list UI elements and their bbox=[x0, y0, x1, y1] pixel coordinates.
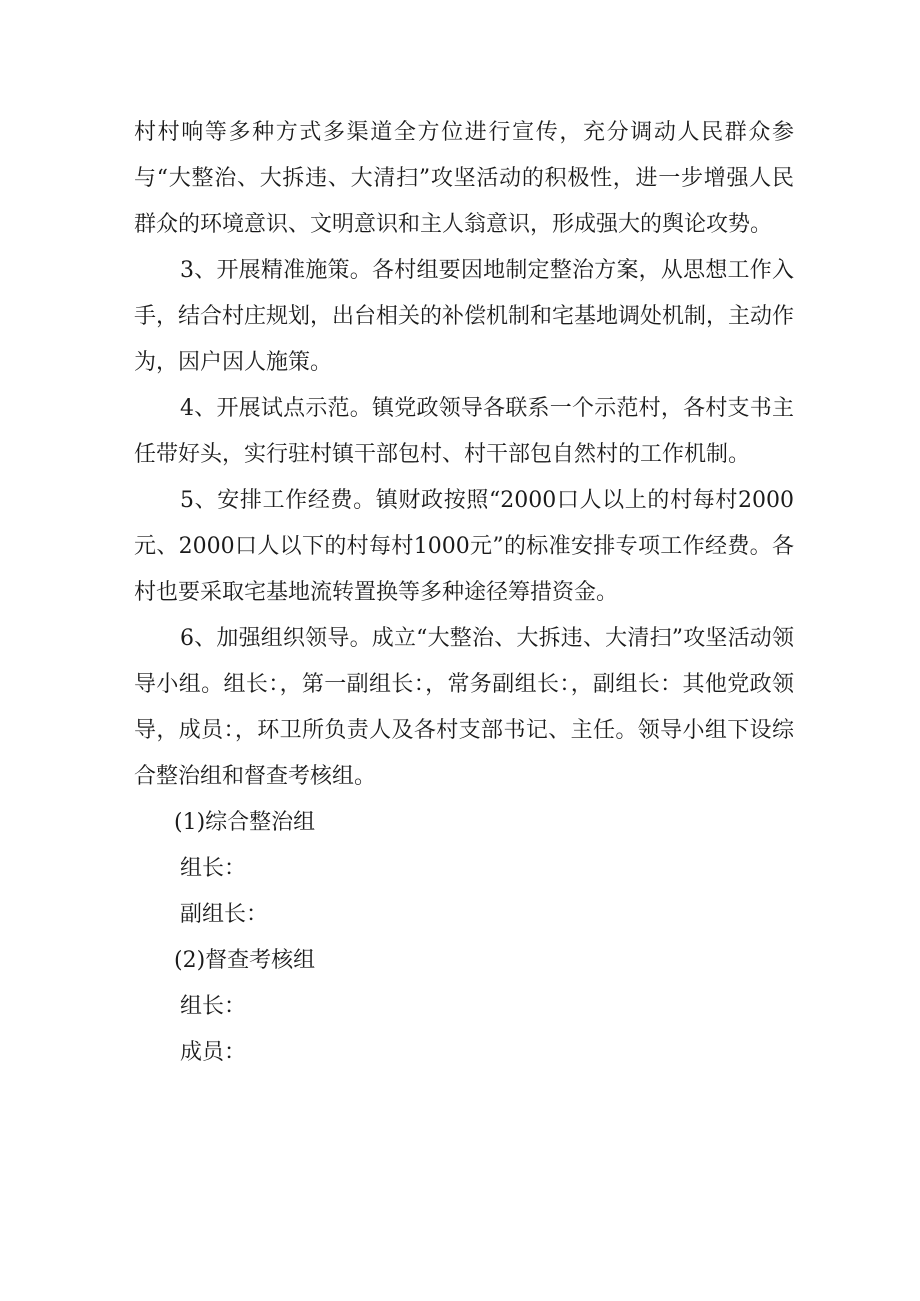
paragraph-item-3: 3、开展精准施策。各村组要因地制定整治方案，从思想工作入手，结合村庄规划，出台相关的补偿机制和宅基地调处机制，主动作为，因户因人施策。 bbox=[134, 258, 795, 375]
paragraph-item-6: 6、加强组织领导。成立“大整治、大拆违、大清扫”攻坚活动领导小组。组长：，第一副组长：，常务副组长：，副组长：其他党政领导，成员：，环卫所负责人及各村支部书记、主任。领导小组下设综合整治组和督查考核组。 bbox=[134, 626, 794, 789]
document-body bbox=[134, 110, 794, 1076]
paragraph-item-4: 4、开展试点示范。镇党政领导各联系一个示范村，各村支书主任带好头，实行驻村镇干部包村、村干部包自然村的工作机制。 bbox=[134, 396, 794, 467]
group-line-deputy-leader: 副组长： bbox=[180, 902, 269, 927]
group-line-leader: 组长： bbox=[180, 994, 247, 1019]
paragraph-publicity: 村村响等多种方式多渠道全方位进行宣传，充分调动人民群众参与“大整治、大拆违、大清扫”攻坚活动的积极性，进一步增强人民群众的环境意识、文明意识和主人翁意识，形成强大的舆论攻势。 bbox=[134, 120, 794, 237]
group-heading-inspection: (2)督查考核组 bbox=[174, 948, 316, 973]
group-heading-rectification: (1)综合整治组 bbox=[174, 810, 316, 835]
group-line-leader: 组长： bbox=[180, 856, 247, 881]
paragraph-item-5: 5、安排工作经费。镇财政按照“2000口人以上的村每村2000元、2000口人以下的村每村1000元”的标准安排专项工作经费。各村也要采取宅基地流转置换等多种途径筹措资金。 bbox=[134, 488, 794, 605]
group-line-members: 成员： bbox=[180, 1040, 247, 1065]
